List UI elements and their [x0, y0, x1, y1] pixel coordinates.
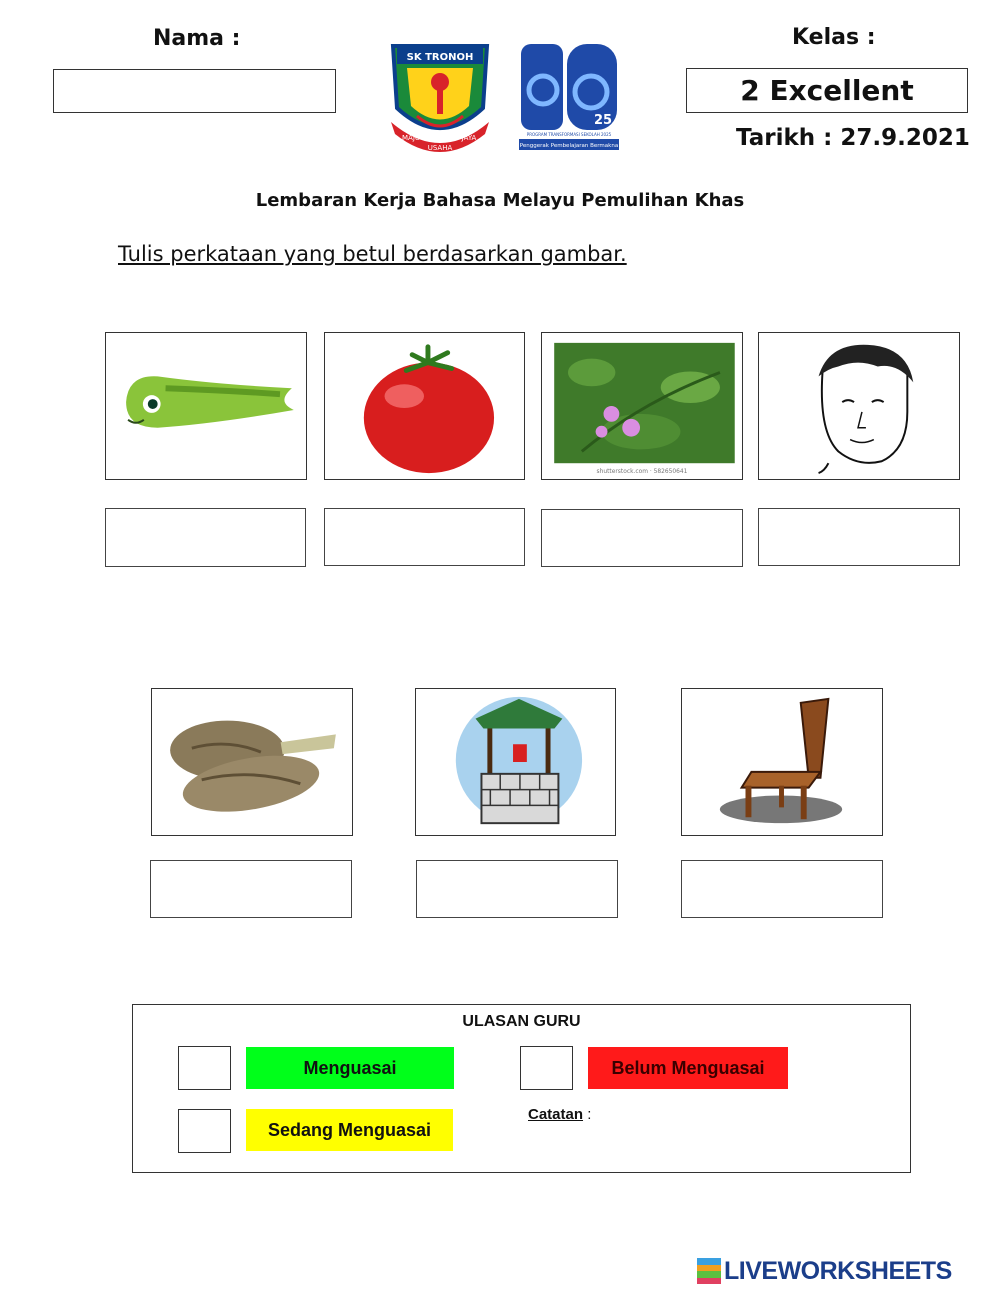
- taro-icon: [152, 689, 352, 835]
- picture-mimosa: [541, 332, 743, 480]
- class-value: 2 Excellent: [740, 74, 914, 107]
- answer-field-5[interactable]: [150, 860, 352, 918]
- in-progress-label: Sedang Menguasai: [246, 1109, 453, 1151]
- mastered-checkbox[interactable]: [178, 1046, 231, 1090]
- svg-text:shutterstock.com · 582650641: shutterstock.com · 582650641: [596, 469, 688, 476]
- answer-field-4[interactable]: [758, 508, 960, 566]
- brand-text: LIVEWORKSHEETS: [724, 1256, 952, 1285]
- answer-field-2[interactable]: [324, 508, 525, 566]
- svg-text:PROGRAM TRANSFORMASI SEKOLAH 2: PROGRAM TRANSFORMASI SEKOLAH 2025: [526, 132, 612, 137]
- answer-field-7[interactable]: [681, 860, 883, 918]
- worksheet-title: Lembaran Kerja Bahasa Melayu Pemulihan Khas: [255, 190, 745, 211]
- mastered-label: Menguasai: [246, 1047, 454, 1089]
- date-text: Tarikh : 27.9.2021: [736, 125, 970, 151]
- class-field[interactable]: [686, 68, 968, 113]
- notes-label-text: Catatan: [528, 1106, 584, 1123]
- picture-tomato: [324, 332, 525, 480]
- review-title: ULASAN GURU: [462, 1013, 581, 1030]
- tadpole-icon: [106, 333, 306, 479]
- instruction-text: Tulis perkataan yang betul berdasarkan gambar.: [118, 242, 627, 266]
- mimosa-plant-icon: [542, 333, 742, 479]
- ts25-logo: [517, 40, 621, 152]
- notes-colon: :: [587, 1106, 592, 1123]
- name-input[interactable]: [53, 69, 336, 113]
- notes-label: [528, 1106, 591, 1123]
- answer-field-6[interactable]: [416, 860, 618, 918]
- answer-field-3[interactable]: [541, 509, 743, 567]
- picture-well: [415, 688, 616, 836]
- svg-text:JAYA: JAYA: [461, 134, 477, 142]
- svg-text:Penggerak Pembelajaran Bermakn: Penggerak Pembelajaran Bermakna: [519, 143, 619, 149]
- school-logo: [387, 38, 493, 156]
- svg-text:USAHA: USAHA: [427, 144, 453, 152]
- class-label: Kelas :: [792, 25, 876, 50]
- school-logo-text: SK TRONOH: [406, 52, 474, 63]
- well-icon: [416, 689, 615, 835]
- not-mastered-label: Belum Menguasai: [588, 1047, 788, 1089]
- answer-field-1[interactable]: [105, 508, 306, 567]
- in-progress-checkbox[interactable]: [178, 1109, 231, 1153]
- picture-tadpole: [105, 332, 307, 480]
- chair-icon: [682, 689, 882, 835]
- svg-text:MAJU: MAJU: [401, 134, 421, 142]
- boy-face-icon: [759, 333, 959, 479]
- tomato-icon: [325, 333, 524, 479]
- not-mastered-checkbox[interactable]: [520, 1046, 573, 1090]
- liveworksheets-logo[interactable]: [697, 1256, 952, 1286]
- picture-boy-face: [758, 332, 960, 480]
- svg-text:25: 25: [593, 113, 613, 128]
- picture-taro: [151, 688, 353, 836]
- name-label: Nama :: [153, 26, 241, 51]
- picture-chair: [681, 688, 883, 836]
- live-badge-icon: [697, 1258, 721, 1284]
